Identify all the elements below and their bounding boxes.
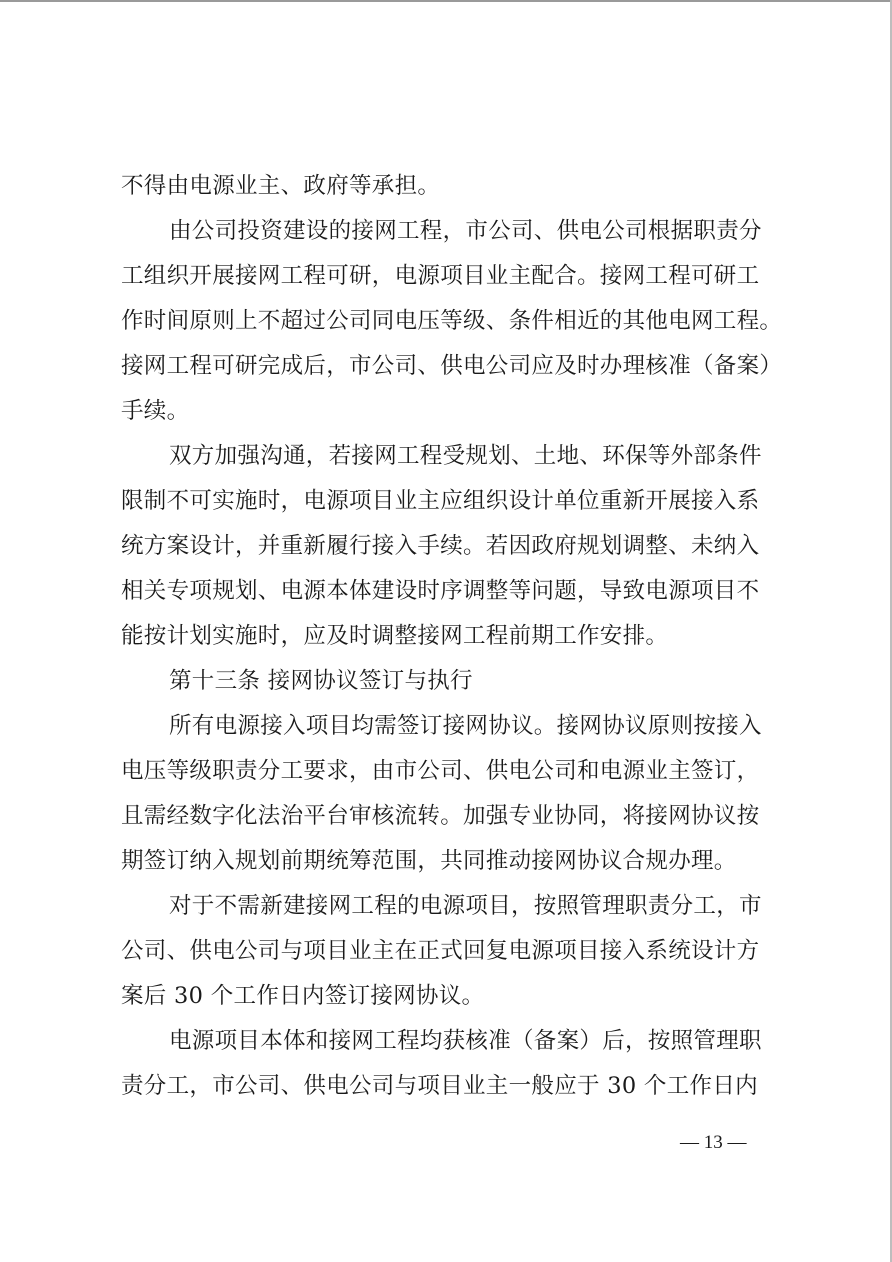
text-line: 统方案设计，并重新履行接入手续。若因政府规划调整、未纳入: [121, 533, 760, 559]
text-line: 不得由电源业主、政府等承担。: [121, 173, 441, 199]
page-number: — 13 —: [680, 1132, 747, 1153]
text-line: 电压等级职责分工要求，由市公司、供电公司和电源业主签订，: [121, 758, 760, 784]
paragraph-start: 对于不需新建接网工程的电源项目，按照管理职责分工，市: [169, 893, 762, 919]
paragraph-start: 由公司投资建设的接网工程，市公司、供电公司根据职责分: [169, 218, 762, 244]
paragraph-start: 双方加强沟通，若接网工程受规划、土地、环保等外部条件: [169, 443, 762, 469]
text-line: 相关专项规划、电源本体建设时序调整等问题，导致电源项目不: [121, 578, 760, 604]
text-line: 且需经数字化法治平台审核流转。加强专业协同，将接网协议按: [121, 803, 760, 829]
text-line: 作时间原则上不超过公司同电压等级、条件相近的其他电网工程。: [121, 308, 783, 334]
text-line: 限制不可实施时，电源项目业主应组织设计单位重新开展接入系: [121, 488, 760, 514]
top-border: [0, 0, 892, 2]
text-line: 案后 30 个工作日内签订接网协议。: [121, 983, 485, 1009]
text-line: 手续。: [121, 398, 190, 424]
article-heading: 第十三条 接网协议签订与执行: [169, 668, 473, 694]
text-line: 能按计划实施时，应及时调整接网工程前期工作安排。: [121, 623, 669, 649]
text-line: 工组织开展接网工程可研，电源项目业主配合。接网工程可研工: [121, 263, 760, 289]
paragraph-start: 所有电源接入项目均需签订接网协议。接网协议原则按接入: [169, 713, 762, 739]
text-line: 公司、供电公司与项目业主在正式回复电源项目接入系统设计方: [121, 938, 760, 964]
text-line: 期签订纳入规划前期统筹范围，共同推动接网协议合规办理。: [121, 848, 737, 874]
text-line: 责分工，市公司、供电公司与项目业主一般应于 30 个工作日内: [121, 1073, 758, 1099]
text-line: 接网工程可研完成后，市公司、供电公司应及时办理核准（备案）: [121, 353, 783, 379]
paragraph-start: 电源项目本体和接网工程均获核准（备案）后，按照管理职: [169, 1028, 762, 1054]
